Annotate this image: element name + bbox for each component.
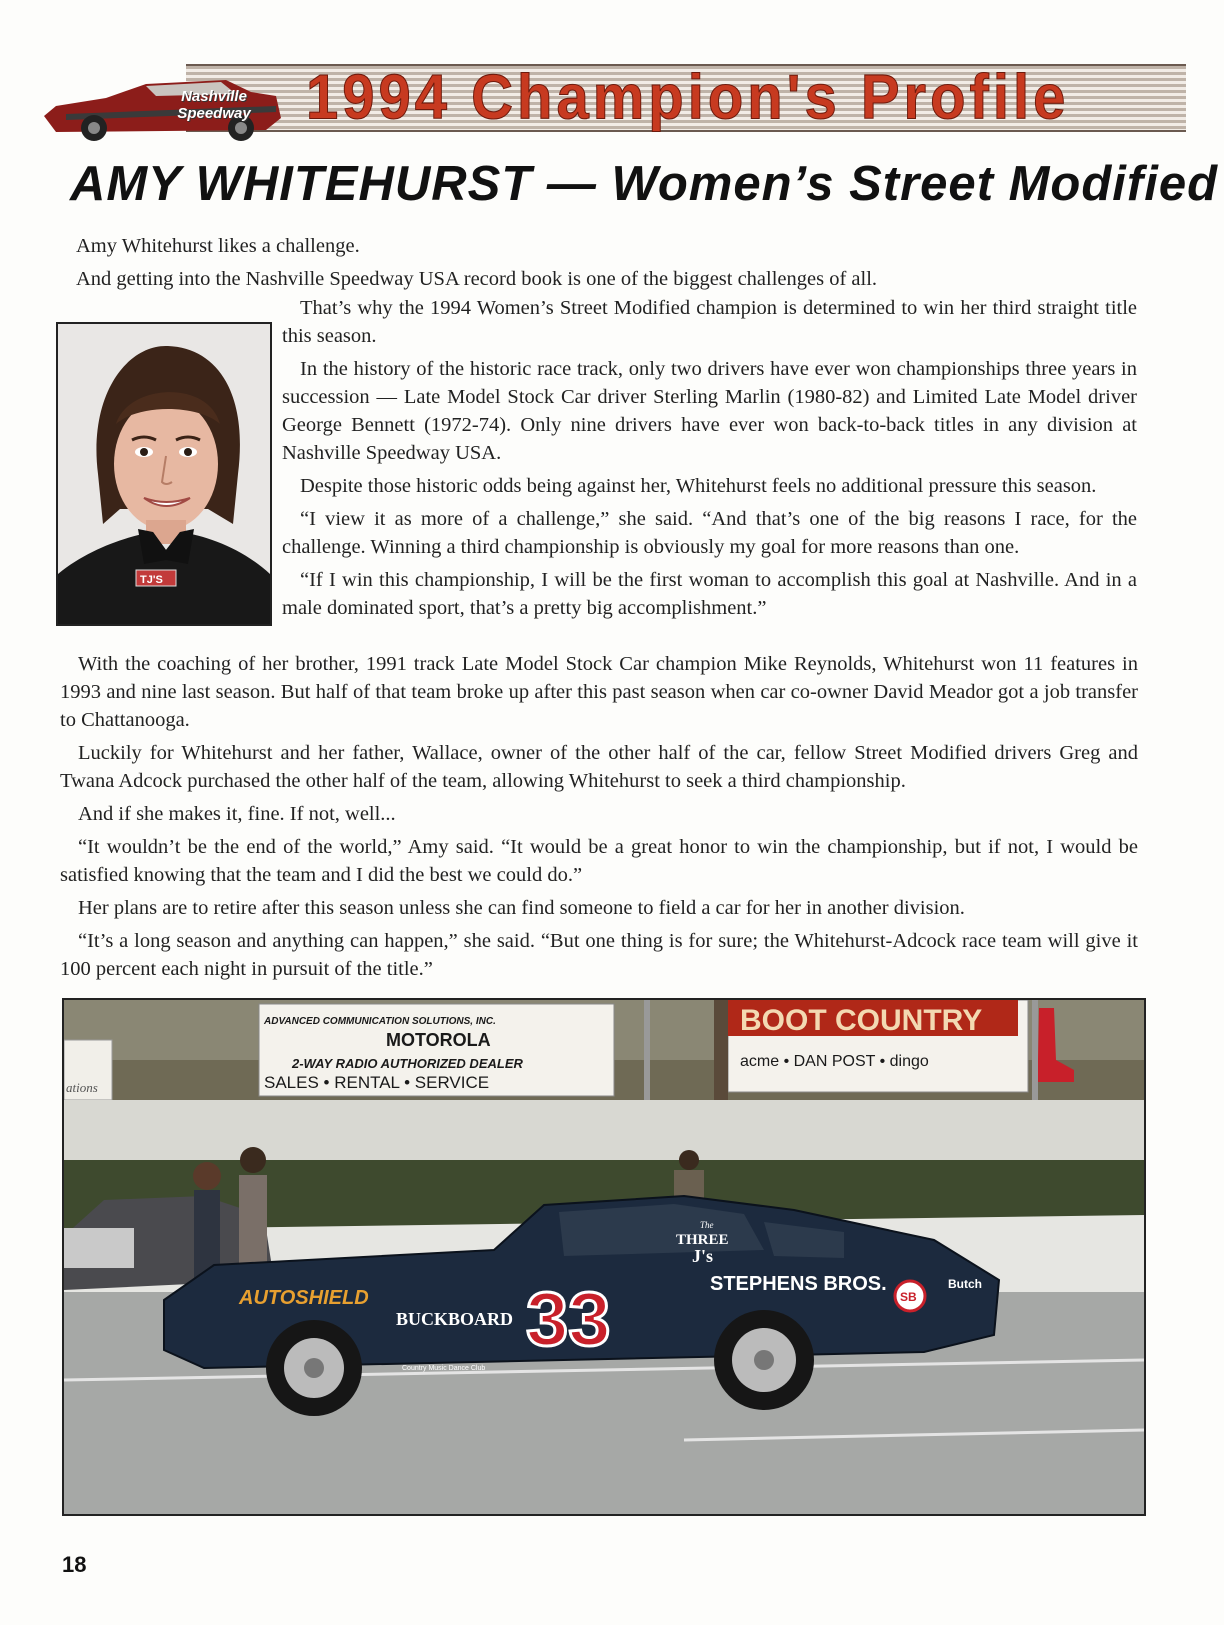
paragraph: Luckily for Whitehurst and her father, Wallace, owner of the other half of the car, fellow Street Modified drivers Greg and Twana Adcock purchased the other half of the team, allowing Whitehurst to seek a third championship.	[60, 742, 1138, 792]
logo-line-1: Nashville	[181, 88, 247, 105]
banner-title: 1994 Champion's Profile	[306, 62, 1070, 133]
sign-text: 2-WAY RADIO AUTHORIZED DEALER	[292, 1056, 523, 1071]
portrait-photo	[58, 324, 270, 624]
race-car-photo	[62, 998, 1146, 1516]
car-decal: STEPHENS BROS.	[710, 1273, 887, 1295]
sign-text: ADVANCED COMMUNICATION SOLUTIONS, INC.	[264, 1016, 496, 1027]
jacket-patch-text: TJ'S	[140, 574, 163, 586]
sign-text: ations	[66, 1080, 98, 1095]
page-number: 18	[62, 1552, 87, 1577]
car-decal: AUTOSHIELD	[239, 1287, 369, 1309]
paragraph: “It’s a long season and anything can happen,” she said. “But one thing is for sure; the Whitehurst-Adcock race team will give it 100 percent each night in pursuit of the title.”	[60, 930, 1138, 980]
paragraph: Her plans are to retire after this season unless she can find someone to field a car for her in another division.	[78, 897, 965, 919]
car-decal: J's	[692, 1246, 714, 1266]
logo-line-2: Speedway	[177, 105, 251, 122]
paragraph: That’s why the 1994 Women’s Street Modified champion is determined to win her third straight title this season.	[282, 297, 1137, 347]
main-text	[60, 650, 1138, 988]
car-decal: Butch	[948, 1277, 982, 1291]
paragraph: “I view it as more of a challenge,” she said. “And that’s one of the big reasons I race, for the challenge. Winning a third championship is obviously my goal for more reasons than one.	[282, 508, 1137, 558]
sign-text: acme • DAN POST • dingo	[740, 1053, 929, 1070]
sign-text: MOTOROLA	[386, 1030, 491, 1050]
article-headline: AMY WHITEHURST — Women’s Street Modified	[70, 157, 1219, 211]
paragraph: “It wouldn’t be the end of the world,” Amy said. “It would be a great honor to win the championship, but if not, I would be satisfied knowing that the team and I did the best we could do.”	[60, 836, 1138, 886]
speedway-logo	[154, 88, 274, 122]
car-decal: BUCKBOARD	[396, 1309, 514, 1329]
paragraph: In the history of the historic race track, only two drivers have ever won championships three years in succession — Late Model Stock Car driver Sterling Marlin (1980-82) and Limited Late Model driver George Bennett (1972-74). Only nine drivers have ever won back-to-back titles in any division at Nashville Speedway USA.	[282, 358, 1137, 464]
side-text	[282, 294, 1137, 627]
intro-text	[60, 232, 1138, 298]
sign-text: BOOT COUNTRY	[740, 1004, 983, 1037]
car-decal: SB	[900, 1290, 917, 1304]
header-banner	[36, 58, 1186, 142]
paragraph: And getting into the Nashville Speedway USA record book is one of the biggest challenges of all.	[76, 268, 878, 290]
paragraph: “If I win this championship, I will be the first woman to accomplish this goal at Nashville. And in a male dominated sport, that’s a pretty big accomplishment.”	[282, 569, 1137, 619]
paragraph: Amy Whitehurst likes a challenge.	[76, 235, 360, 257]
paragraph: Despite those historic odds being against her, Whitehurst feels no additional pressure this season.	[300, 475, 1097, 497]
car-decal: The	[700, 1220, 714, 1230]
car-decal: THREE	[676, 1232, 729, 1248]
car-decal: Country Music Dance Club	[402, 1365, 486, 1372]
paragraph: With the coaching of her brother, 1991 track Late Model Stock Car champion Mike Reynolds, Whitehurst won 11 features in 1993 and nine last season. But half of that team broke up after this past season when car co-owner David Meador got a job transfer to Chattanooga.	[60, 653, 1138, 731]
sign-text: SALES • RENTAL • SERVICE	[264, 1073, 490, 1092]
car-number: 33	[526, 1277, 611, 1362]
race-photo-scene	[64, 1000, 1144, 1514]
paragraph: And if she makes it, fine. If not, well...	[78, 803, 396, 825]
driver-portrait	[56, 322, 272, 626]
